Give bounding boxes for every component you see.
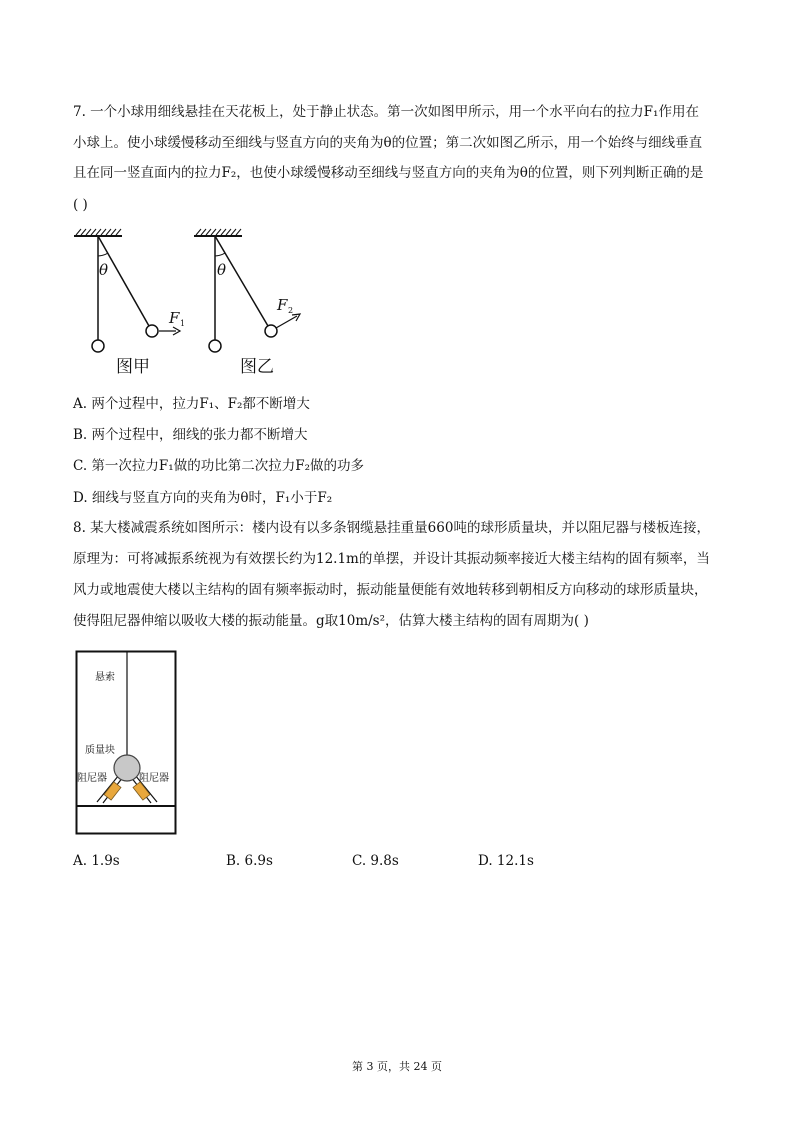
force2-label: F bbox=[277, 296, 288, 314]
q7-stem-line-2: 小球上。使小球缓慢移动至细线与竖直方向的夹角为θ的位置；第二次如图乙所示，用一个始终与细线垂直 bbox=[73, 135, 703, 151]
q8-stem-line-4: 使得阻尼器伸缩以吸收大楼的振动能量。g取10m/s²，估算大楼主结构的固有周期为( ) bbox=[73, 613, 589, 629]
cable-label: 悬索 bbox=[95, 672, 115, 683]
tilted-string bbox=[98, 236, 149, 326]
caption-jia: 图甲 bbox=[116, 357, 150, 377]
q8-option-b: B. 6.9s bbox=[226, 853, 273, 869]
caption-yi: 图乙 bbox=[240, 357, 274, 377]
tilted-string-2 bbox=[215, 236, 268, 326]
mass-label: 质量块 bbox=[85, 745, 115, 756]
q7-option-a: A. 两个过程中，拉力F₁、F₂都不断增大 bbox=[73, 396, 310, 412]
q7-stem-line-1: 7. 一个小球用细线悬挂在天花板上，处于静止状态。第一次如图甲所示，用一个水平向右的拉力F₁作用在 bbox=[73, 104, 699, 120]
q8-option-d: D. 12.1s bbox=[478, 853, 534, 869]
damper-right-label: 阻尼器 bbox=[139, 773, 169, 784]
ball-initial-2 bbox=[209, 340, 221, 352]
force1-subscript: 1 bbox=[180, 319, 186, 328]
q7-pendulum-figure bbox=[60, 222, 320, 382]
force2-arrow bbox=[276, 316, 297, 328]
q7-option-c: C. 第一次拉力F₁做的功比第二次拉力F₂做的功多 bbox=[73, 458, 364, 474]
q8-option-a: A. 1.9s bbox=[73, 853, 120, 869]
figure-jia bbox=[74, 229, 185, 377]
ball-initial bbox=[92, 340, 104, 352]
theta-label-left: θ bbox=[99, 261, 109, 279]
q7-answer-blank: ( ) bbox=[73, 197, 88, 213]
q8-stem-line-2: 原理为：可将减振系统视为有效摆长约为12.1m的单摆，并设计其振动频率接近大楼主结构的固有频率，当 bbox=[73, 551, 710, 567]
q8-stem-line-3: 风力或地震使大楼以主结构的固有频率振动时，振动能量便能有效地转移到朝相反方向移动的球形质量块， bbox=[73, 582, 708, 598]
force2-subscript: 2 bbox=[288, 306, 294, 315]
q8-damper-figure bbox=[75, 650, 179, 836]
q7-stem-line-3: 且在同一竖直面内的拉力F₂，也使小球缓慢移动至细线与竖直方向的夹角为θ的位置，则下列判断正确的是 bbox=[73, 165, 704, 181]
mass-block bbox=[114, 755, 140, 781]
figure-yi bbox=[194, 229, 300, 377]
q8-option-c: C. 9.8s bbox=[352, 853, 399, 869]
damper-left-label: 阻尼器 bbox=[77, 773, 107, 784]
theta-label-right: θ bbox=[217, 261, 227, 279]
q8-stem-line-1: 8. 某大楼减震系统如图所示：楼内设有以多条钢缆悬挂重量660吨的球形质量块，并以阻尼器与楼板连接， bbox=[73, 520, 710, 536]
q7-option-d: D. 细线与竖直方向的夹角为θ时，F₁小于F₂ bbox=[73, 490, 333, 506]
force1-label: F bbox=[169, 309, 180, 327]
ball-displaced bbox=[146, 325, 158, 337]
ball-displaced-2 bbox=[265, 325, 277, 337]
q7-option-b: B. 两个过程中，细线的张力都不断增大 bbox=[73, 427, 308, 443]
page-number-footer: 第 3 页，共 24 页 bbox=[352, 1060, 442, 1073]
